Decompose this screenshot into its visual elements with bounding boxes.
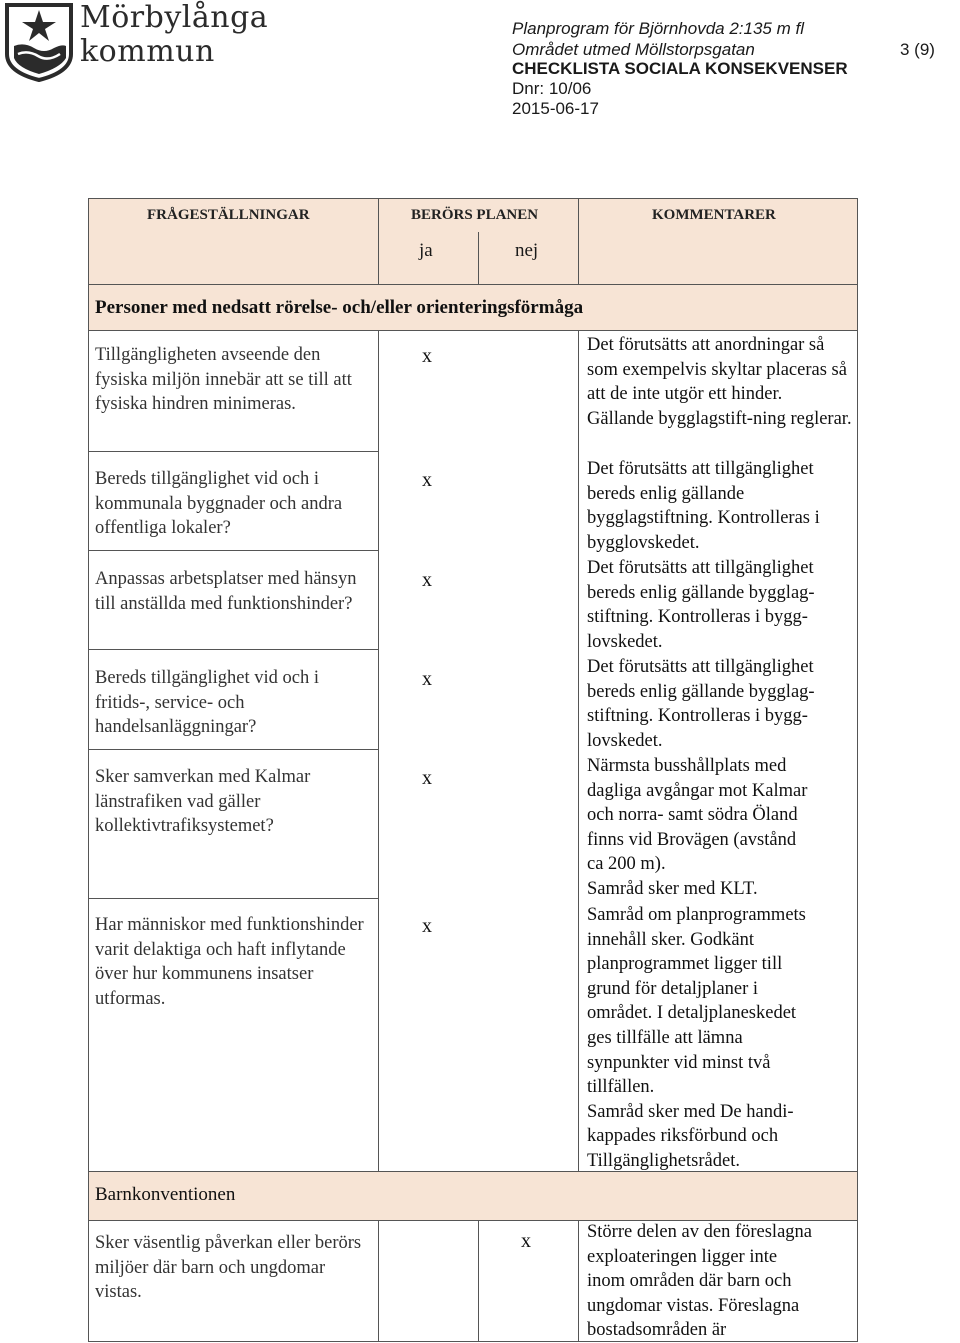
column-header-yes: ja — [419, 240, 433, 261]
yes-mark: x — [422, 668, 432, 690]
question-text: Sker samverkan med Kalmar länstrafiken vad gäller kollektivtrafiksystemet? — [95, 767, 311, 837]
column-header-affects-plan: BERÖRS PLANEN — [411, 207, 539, 223]
comment-line: ges tillfälle att lämna — [587, 1027, 743, 1048]
comment-line: området. I detaljplaneskedet — [587, 1003, 797, 1024]
comment-text: Det förutsätts att tillgänglighet bereds enlig gällande bygglag-stiftning. Kontrolleras i bygg-lovskedet. — [587, 657, 815, 751]
document-dnr: Dnr: 10/06 — [512, 79, 592, 98]
yes-mark: x — [422, 469, 432, 491]
question-text: Har människor med funktionshinder varit delaktiga och haft inflytande över hur kommunens insatser utformas. — [95, 915, 364, 1009]
comment-line: innehåll sker. Godkänt — [587, 929, 754, 950]
no-mark: x — [521, 1230, 531, 1252]
question-text: Tillgängligheten avseende den fysiska miljön innebär att se till att fysiska hindren minimeras. — [95, 345, 352, 415]
comment-text — [587, 903, 853, 1174]
document-date: 2015-06-17 — [512, 99, 599, 118]
comment-line: dagliga avgångar mot Kalmar — [587, 780, 808, 801]
page-number: 3 (9) — [900, 40, 935, 59]
comment-line: Tillgänglighetsrådet. — [587, 1150, 740, 1171]
yes-mark: x — [422, 345, 432, 367]
comment-line: exploateringen ligger inte — [587, 1246, 778, 1267]
document-checklist-title: CHECKLISTA SOCIALA KONSEKVENSER — [512, 59, 848, 78]
comment-line: Större delen av den föreslagna — [587, 1222, 812, 1242]
section-title-child-convention: Barnkonventionen — [95, 1184, 236, 1205]
yes-mark: x — [422, 767, 432, 789]
question-text: Bereds tillgänglighet vid och i fritids-, service- och handelsanläggningar? — [95, 668, 320, 738]
question-text: Sker väsentlig påverkan eller berörs miljöer där barn och ungdomar vistas. — [95, 1233, 362, 1303]
comment-text — [587, 1220, 853, 1343]
comment-line: och norra- samt södra Öland — [587, 805, 798, 826]
comment-line: bostadsområden är — [587, 1320, 727, 1341]
question-text: Bereds tillgänglighet vid och i kommunala byggnader och andra offentliga lokaler? — [95, 469, 343, 539]
comment-line: inom områden där barn och — [587, 1271, 792, 1292]
comment-line: planprogrammet ligger till — [587, 954, 783, 975]
column-header-questions: FRÅGESTÄLLNINGAR — [147, 207, 310, 223]
comment-text: Det förutsätts att anordningar så som exempelvis skyltar placeras så att de inte utgör ett hinder. Gällande bygglagstift-ning reglerar. — [587, 335, 852, 429]
comment-line: synpunkter vid minst två — [587, 1052, 771, 1073]
logo-name-line1: Mörbylånga — [80, 0, 269, 35]
logo-name-line2: kommun — [80, 34, 215, 69]
column-header-no: nej — [515, 240, 539, 261]
comment-line: finns vid Brovägen (avstånd — [587, 829, 797, 850]
section-title-mobility: Personer med nedsatt rörelse- och/eller orienteringsförmåga — [95, 297, 584, 318]
comment-line: tillfällen. — [587, 1077, 655, 1098]
municipality-emblem-icon — [4, 2, 74, 82]
column-header-comments: KOMMENTARER — [652, 207, 776, 223]
comment-line: kappades riksförbund och — [587, 1126, 779, 1147]
document-area: Området utmed Möllstorpsgatan — [512, 40, 755, 59]
comment-line: ca 200 m). — [587, 854, 666, 875]
comment-line: Samråd om planprogrammets — [587, 905, 806, 925]
comment-text: Det förutsätts att tillgänglighet bereds enlig gällande bygglagstiftning. Kontrolleras i bygglovskedet. — [587, 459, 820, 553]
comment-line: Samråd sker med KLT. — [587, 878, 758, 899]
comment-text: Det förutsätts att tillgänglighet bereds enlig gällande bygglag-stiftning. Kontrolleras i bygg-lovskedet. — [587, 558, 815, 652]
question-text: Anpassas arbetsplatser med hänsyn till anställda med funktionshinder? — [95, 569, 357, 614]
comment-line: Närmsta busshållplats med — [587, 756, 787, 776]
comment-line: Samråd sker med De handi- — [587, 1101, 794, 1122]
yes-mark: x — [422, 569, 432, 591]
document-title: Planprogram för Björnhovda 2:135 m fl — [512, 19, 804, 38]
yes-mark: x — [422, 915, 432, 937]
comment-line: ungdomar vistas. Föreslagna — [587, 1295, 800, 1316]
comment-line: grund för detaljplaner i — [587, 978, 759, 999]
comment-text — [587, 754, 853, 902]
